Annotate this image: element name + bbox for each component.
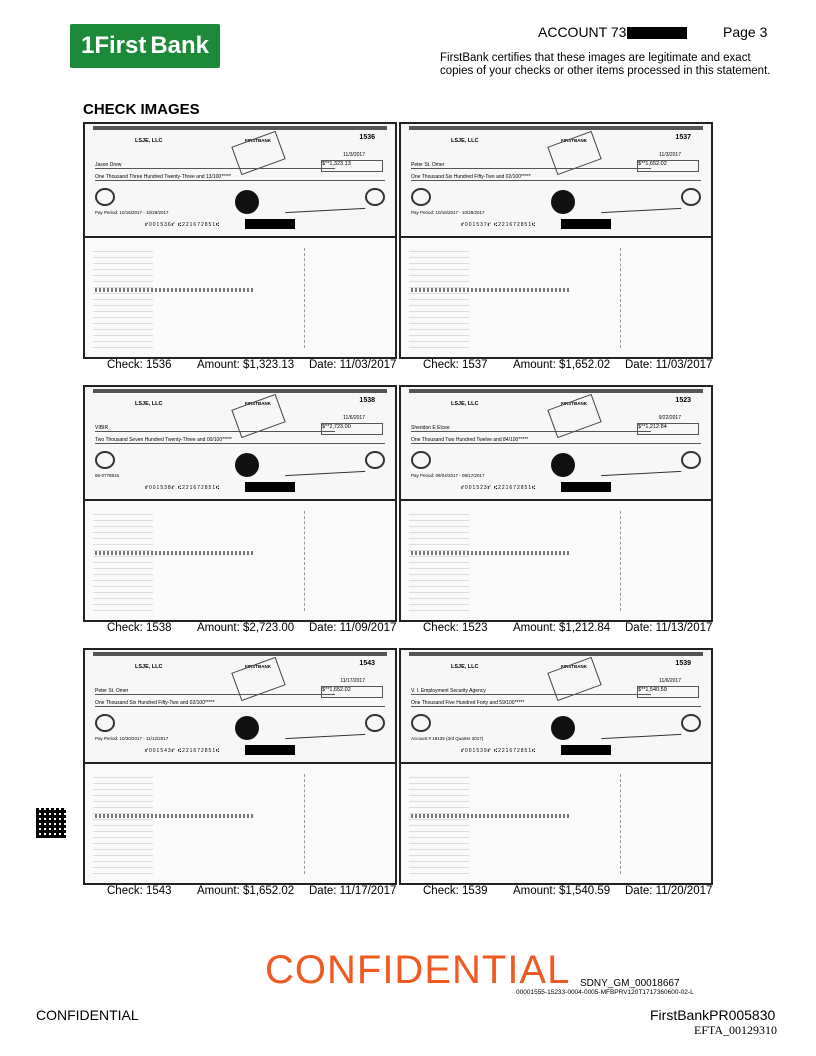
ring-icon <box>681 188 701 206</box>
bank-print-line <box>95 551 255 555</box>
amount-words: One Thousand Six Hundred Fifty-Two and 02/100***** <box>95 700 385 707</box>
check-issue-date: 11/6/2017 <box>343 415 365 421</box>
check-memo: Pay Period: 10/16/2017 - 10/29/2017 <box>411 210 485 215</box>
check-memo: Pay Period: 10/30/2017 - 11/12/2017 <box>95 736 169 741</box>
check-back <box>401 764 711 883</box>
ring-icon <box>411 714 431 732</box>
check-payer: LSJE, LLC <box>451 401 479 407</box>
seal-icon <box>235 716 259 740</box>
bank-print-line <box>411 814 571 818</box>
logo-first-text: 1First <box>80 32 147 59</box>
check-image-panel <box>83 648 397 885</box>
check-caption-number: Check: 1539 <box>423 885 488 897</box>
check-issue-date: 11/3/2017 <box>659 152 681 158</box>
check-issue-date: 9/22/2017 <box>658 415 681 421</box>
bank-print-line <box>411 551 571 555</box>
seal-icon <box>235 190 259 214</box>
ring-icon <box>411 451 431 469</box>
check-caption-date: Date: 11/03/2017 <box>309 359 397 371</box>
back-texture <box>409 511 469 611</box>
seal-icon <box>551 716 575 740</box>
endorsement-area <box>620 248 681 348</box>
ring-icon <box>365 451 385 469</box>
security-stripe <box>93 126 387 130</box>
signature <box>285 461 365 476</box>
check-caption-amount: Amount: $1,323.13 <box>197 359 295 371</box>
signature <box>285 724 365 739</box>
check-back <box>85 764 395 883</box>
security-stripe <box>409 652 703 656</box>
payee-line: Jason Drew <box>95 162 335 169</box>
amount-box: $**2,723.00 <box>321 423 383 435</box>
payee-line: Sheridon E Elcee <box>411 425 651 432</box>
endorsement-area <box>304 511 365 611</box>
account-label <box>538 24 687 40</box>
account-number: ACCOUNT 73 <box>538 24 627 40</box>
ring-icon <box>681 451 701 469</box>
endorsement-area <box>620 511 681 611</box>
signature <box>601 461 681 476</box>
redaction-bar <box>245 219 295 229</box>
check-bank-name: FIRSTBANK <box>561 401 587 406</box>
micr-line: ⑈001536⑈ ⑆221672851⑆ <box>145 222 221 228</box>
section-title: CHECK IMAGES <box>83 101 200 118</box>
check-caption-date: Date: 11/17/2017 <box>309 885 397 897</box>
redaction-bar <box>561 219 611 229</box>
check-issue-date: 11/17/2017 <box>340 678 365 684</box>
check-number: 1523 <box>675 397 691 404</box>
check-caption-number: Check: 1537 <box>423 359 488 371</box>
certification-text: FirstBank certifies that these images are legitimate and exact copies of your checks or other items processed in this statement. <box>440 52 771 77</box>
seal-icon <box>551 453 575 477</box>
check-caption-number: Check: 1536 <box>107 359 172 371</box>
check-caption-amount: Amount: $2,723.00 <box>197 622 295 634</box>
redaction-bar <box>561 482 611 492</box>
micr-line: ⑈001538⑈ ⑆221672851⑆ <box>145 485 221 491</box>
sdny-bates: SDNY_GM_00018667 <box>580 978 680 989</box>
signature <box>601 198 681 213</box>
check-bank-name: FIRSTBANK <box>245 401 271 406</box>
firstbank-logo <box>70 24 220 68</box>
check-caption-number: Check: 1543 <box>107 885 172 897</box>
check-front <box>85 650 395 764</box>
check-image-panel <box>399 648 713 885</box>
ring-icon <box>365 714 385 732</box>
ring-icon <box>95 714 115 732</box>
micr-line: ⑈001523⑈ ⑆221672851⑆ <box>461 485 537 491</box>
check-front <box>85 387 395 501</box>
check-bank-name: FIRSTBANK <box>561 138 587 143</box>
redaction-bar <box>245 745 295 755</box>
check-bank-name: FIRSTBANK <box>245 138 271 143</box>
page-number: Page 3 <box>723 24 768 40</box>
check-image-panel <box>83 122 397 359</box>
check-caption-date: Date: 11/03/2017 <box>625 359 713 371</box>
check-caption-amount: Amount: $1,212.84 <box>513 622 611 634</box>
check-front <box>401 124 711 238</box>
amount-words: One Thousand Five Hundred Forty and 59/100***** <box>411 700 701 707</box>
check-caption-amount: Amount: $1,652.02 <box>513 359 611 371</box>
endorsement-area <box>620 774 681 874</box>
ring-icon <box>681 714 701 732</box>
back-texture <box>93 511 153 611</box>
bank-print-line <box>411 288 571 292</box>
security-stripe <box>409 389 703 393</box>
check-caption-amount: Amount: $1,652.02 <box>197 885 295 897</box>
check-image-panel <box>83 385 397 622</box>
check-front <box>401 387 711 501</box>
seal-icon <box>551 190 575 214</box>
efta-number: EFTA_00129310 <box>694 1023 778 1037</box>
check-payer: LSJE, LLC <box>135 401 163 407</box>
amount-box: $**1,323.13 <box>321 160 383 172</box>
check-back <box>85 238 395 357</box>
check-number: 1539 <box>675 660 691 667</box>
check-caption-date: Date: 11/20/2017 <box>625 885 713 897</box>
ring-icon <box>95 188 115 206</box>
back-texture <box>409 774 469 874</box>
signature <box>601 724 681 739</box>
bates-number: FirstBankPR005830 <box>650 1007 776 1023</box>
back-texture <box>409 248 469 348</box>
check-memo: Pay Period: 10/16/2017 - 10/29/2017 <box>95 210 169 215</box>
back-texture <box>93 774 153 874</box>
endorsement-area <box>304 774 365 874</box>
check-image-panel <box>399 385 713 622</box>
check-caption-amount: Amount: $1,540.59 <box>513 885 611 897</box>
check-back <box>401 238 711 357</box>
micr-line: ⑈001539⑈ ⑆221672851⑆ <box>461 748 537 754</box>
check-issue-date: 11/3/2017 <box>343 152 365 158</box>
check-payer: LSJE, LLC <box>135 138 163 144</box>
payee-line: VIBIR <box>95 425 335 432</box>
payee-line: V. I. Employment Security Agency <box>411 688 651 695</box>
check-bank-name: FIRSTBANK <box>245 664 271 669</box>
payee-line: Peter St. Omer <box>411 162 651 169</box>
check-front <box>401 650 711 764</box>
confidential-stamp: CONFIDENTIAL <box>265 948 571 992</box>
check-payer: LSJE, LLC <box>451 664 479 670</box>
security-stripe <box>409 126 703 130</box>
check-number: 1537 <box>675 134 691 141</box>
signature <box>285 198 365 213</box>
qr-code-icon <box>36 808 66 838</box>
check-front <box>85 124 395 238</box>
security-stripe <box>93 389 387 393</box>
check-caption-number: Check: 1538 <box>107 622 172 634</box>
check-back <box>401 501 711 620</box>
amount-words: One Thousand Six Hundred Fifty-Two and 02/100***** <box>411 174 701 181</box>
amount-words: Two Thousand Seven Hundred Twenty-Three and 00/100***** <box>95 437 385 444</box>
micr-line: ⑈001537⑈ ⑆221672851⑆ <box>461 222 537 228</box>
check-bank-name: FIRSTBANK <box>561 664 587 669</box>
ring-icon <box>365 188 385 206</box>
payee-line: Peter St. Omer <box>95 688 335 695</box>
check-number: 1538 <box>359 397 375 404</box>
amount-box: $**1,540.59 <box>637 686 699 698</box>
amount-words: One Thousand Two Hundred Twelve and 84/100***** <box>411 437 701 444</box>
check-payer: LSJE, LLC <box>135 664 163 670</box>
check-payer: LSJE, LLC <box>451 138 479 144</box>
check-caption-date: Date: 11/09/2017 <box>309 622 397 634</box>
amount-box: $**1,652.02 <box>637 160 699 172</box>
check-memo: 66-0778815 <box>95 473 120 478</box>
ring-icon <box>411 188 431 206</box>
check-number: 1536 <box>359 134 375 141</box>
check-number: 1543 <box>359 660 375 667</box>
logo-bank-text: Bank <box>150 32 210 59</box>
bank-print-line <box>95 814 255 818</box>
amount-box: $**1,652.02 <box>321 686 383 698</box>
check-back <box>85 501 395 620</box>
amount-words: One Thousand Three Hundred Twenty-Three and 13/100***** <box>95 174 385 181</box>
redaction-bar <box>627 27 687 39</box>
security-stripe <box>93 652 387 656</box>
back-texture <box>93 248 153 348</box>
check-memo: Account # 18125 (3rd Quarter 2017) <box>411 736 484 741</box>
seal-icon <box>235 453 259 477</box>
check-issue-date: 11/6/2017 <box>659 678 681 684</box>
redaction-bar <box>561 745 611 755</box>
check-memo: Pay Period: 09/04/2017 - 09/17/2017 <box>411 473 485 478</box>
check-caption-date: Date: 11/13/2017 <box>625 622 713 634</box>
ring-icon <box>95 451 115 469</box>
amount-box: $**1,212.84 <box>637 423 699 435</box>
endorsement-area <box>304 248 365 348</box>
confidential-footer: CONFIDENTIAL <box>36 1007 139 1023</box>
batch-id: 00001555-15233-0004-0005-MFBPRV120T1717360600-02-L <box>516 989 694 996</box>
bank-print-line <box>95 288 255 292</box>
check-image-panel <box>399 122 713 359</box>
check-caption-number: Check: 1523 <box>423 622 488 634</box>
redaction-bar <box>245 482 295 492</box>
micr-line: ⑈001543⑈ ⑆221672851⑆ <box>145 748 221 754</box>
